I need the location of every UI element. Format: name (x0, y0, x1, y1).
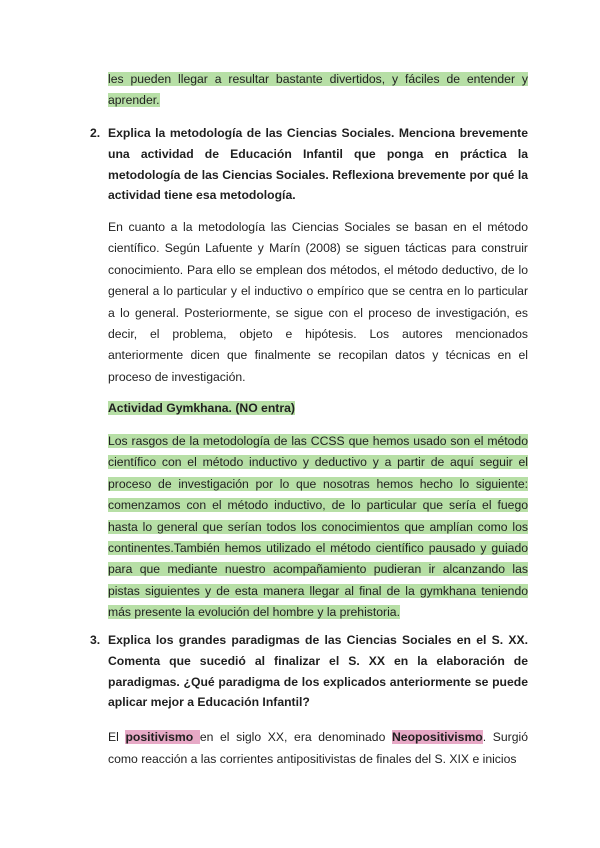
activity-title (108, 398, 528, 419)
question-3-text: Explica los grandes paradigmas de las Ciencias Sociales en el S. XX. Comenta que sucedió al finalizar el S. XX en la elaboración de paradigmas. ¿Qué paradigma de los explicados anteriormente se puede aplicar mejor a Educación Infantil? (108, 633, 528, 710)
activity-title-text: Actividad Gymkhana. (NO entra) (108, 401, 295, 415)
answer-3-prefix: El (108, 730, 126, 744)
intro-paragraph (108, 69, 528, 111)
question-2-number: 2. (90, 126, 101, 140)
activity-paragraph (108, 431, 528, 624)
term-positivismo: positivismo (125, 730, 200, 744)
question-3-number: 3. (90, 633, 101, 647)
answer-3-paragraph (108, 726, 528, 770)
question-3 (90, 630, 528, 713)
answer-3-suffix: . Surgió como reacción a las corrientes antipositivistas de finales del S. XIX e inicios (108, 730, 528, 766)
activity-text: Los rasgos de la metodología de las CCSS que hemos usado son el método científico con el método inductivo y deductivo y a partir de aquí seguir el proceso de investigación por lo que nosotras hemos hecho lo siguiente: comenzamos con el método inductivo, de lo particular que sería el fuego hasta lo general que serían todos los conocimientos que amplían como los continentes.También hemos utilizado el método científico pausado y guiado para que mediante nuestro acompañamiento pudieran ir alcanzando las pistas siguientes y de esta manera llegar al final de la gymkhana teniendo más presente la evolución del hombre y la prehistoria. (108, 434, 528, 620)
question-2-text: Explica la metodología de las Ciencias Sociales. Menciona brevemente una actividad de Educación Infantil que ponga en práctica la metodología de las Ciencias Sociales. Reflexiona brevemente por qué la actividad tiene esa metodología. (108, 126, 528, 203)
intro-text: les pueden llegar a resultar bastante divertidos, y fáciles de entender y aprender. (108, 72, 528, 107)
answer-2-paragraph: En cuanto a la metodología las Ciencias Sociales se basan en el método científico. Según Lafuente y Marín (2008) se siguen tácticas para construir conocimiento. Para ello se emplean dos métodos, el método deductivo, de lo general a lo particular y el inductivo o empírico que se centra en lo particular a lo general. Posteriormente, se sigue con el proceso de investigación, es decir, el problema, objeto e hipótesis. Los autores mencionados anteriormente dicen que finalmente se recopilan datos y técnicas en el proceso de investigación. (108, 220, 528, 384)
answer-3-middle: en el siglo XX, era denominado (199, 730, 392, 744)
term-neopositivismo: Neopositivismo (392, 730, 483, 744)
question-2 (90, 123, 528, 206)
